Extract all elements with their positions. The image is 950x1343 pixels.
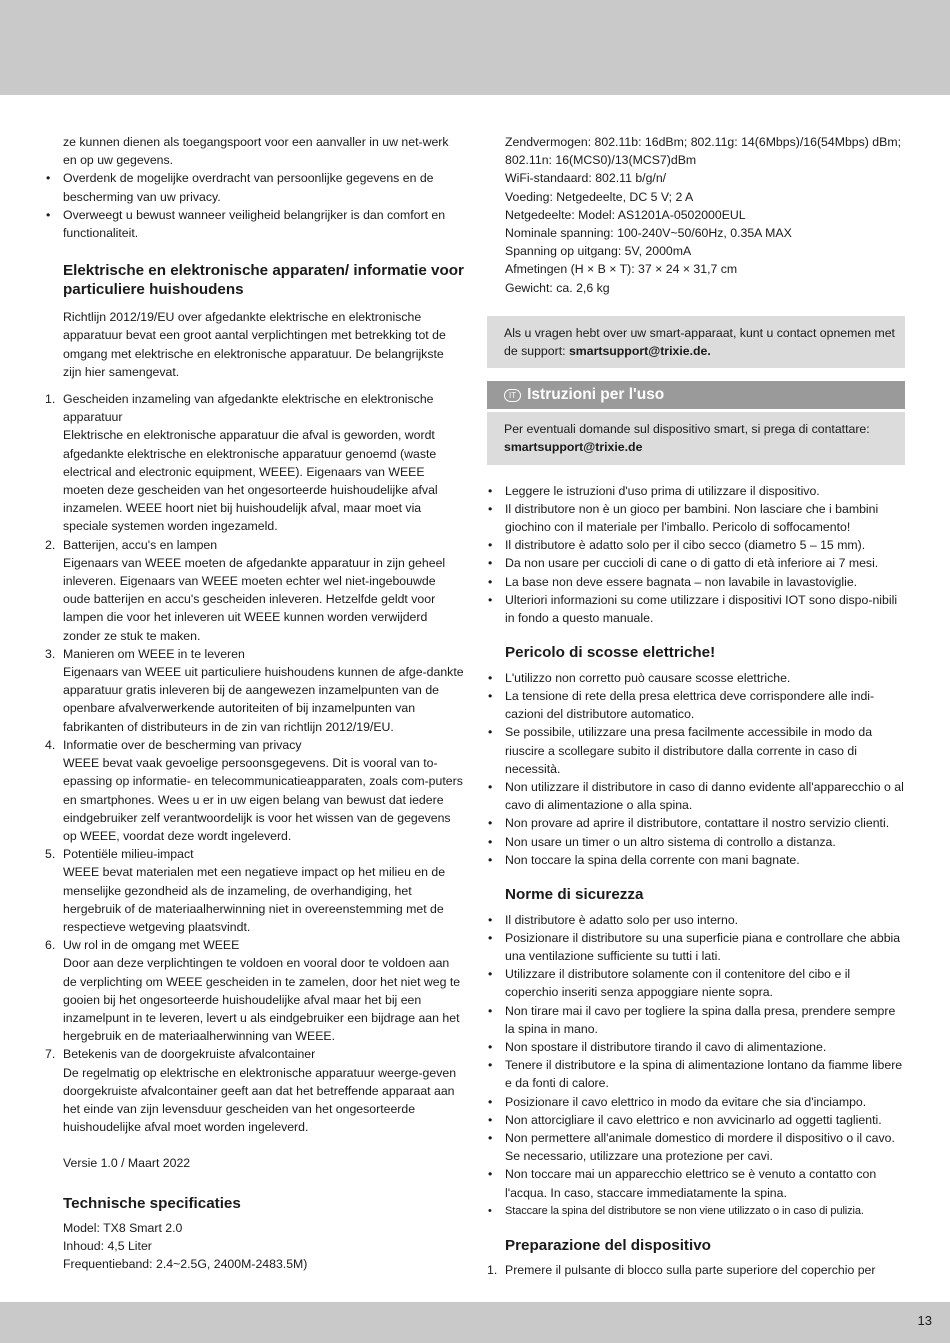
list-item: • Se possibile, utilizzare una presa facilmente accessibile in modo da riuscire a scollegare subito il distributore dalla corrente in caso di necessità.: [487, 723, 905, 778]
spec-line: Nominale spanning: 100-240V~50/60Hz, 0.35A MAX: [505, 226, 792, 241]
weee-intro: Richtlijn 2012/19/EU over afgedankte elektrische en elektronische apparatuur bevat een groot aantal verplichtingen met betrekking tot de omgang met elektrische en elektronische apparatuur. De belangrijkste zijn hier samengevat.: [63, 310, 446, 379]
item-title: Informatie over de bescherming van privacy: [63, 737, 302, 752]
list-item: [45, 736, 465, 845]
language-badge: IT: [504, 389, 521, 402]
prep-list: [487, 1261, 905, 1279]
item-number: 1.: [45, 392, 56, 407]
list-item: • Staccare la spina del distributore se non viene utilizzato o in caso di pulizia.: [487, 1202, 905, 1220]
list-item: • La base non deve essere bagnata – non lavabile in lavastoviglie.: [487, 573, 905, 591]
support-box-nl: [487, 316, 905, 368]
list-item: • Non attorcigliare il cavo elettrico e non avvicinarlo ad oggetti taglienti.: [487, 1111, 905, 1129]
list-item: [45, 536, 465, 645]
list-item: • Non permettere all'animale domestico di mordere il dispositivo o il cavo. Se necessario, utilizzare una protezione per cavi.: [487, 1129, 905, 1165]
list-item: [45, 390, 465, 536]
list-item: • Tenere il distributore e la spina di alimentazione lontano da fiamme libere e da fonti di calore.: [487, 1056, 905, 1092]
spec-line: Frequentieband: 2.4~2.5G, 2400M-2483.5M): [63, 1257, 308, 1272]
tech-specs-right: [487, 133, 905, 297]
item-title: Batterijen, accu's en lampen: [63, 537, 218, 552]
list-item: • Leggere le istruzioni d'uso prima di utilizzare il dispositivo.: [487, 482, 905, 500]
it-general-bullets: [487, 482, 905, 628]
item-title: Manieren om WEEE in te leveren: [63, 646, 245, 661]
privacy-bullets: [45, 169, 465, 242]
spec-line: Model: TX8 Smart 2.0: [63, 1221, 183, 1236]
support-box-it: [487, 412, 905, 464]
item-title: Potentiële milieu-impact: [63, 847, 194, 862]
list-item: • Il distributore non è un gioco per bambini. Non lasciare che i bambini giochino con il materiale per l'imballo. Pericolo di soffocamento!: [487, 500, 905, 536]
item-title: Uw rol in de omgang met WEEE: [63, 938, 240, 953]
spec-line: Netgedeelte: Model: AS1201A-0502000EUL: [505, 207, 746, 222]
list-item: • Non tirare mai il cavo per togliere la spina dalla presa, prendere sempre la spina in mano.: [487, 1002, 905, 1038]
spec-line: Gewicht: ca. 2,6 kg: [505, 280, 610, 295]
list-item: • Da non usare per cuccioli di cane o di gatto di età inferiore ai 7 mesi.: [487, 554, 905, 572]
language-section-bar: [487, 381, 905, 409]
tech-specs-left: [45, 1219, 465, 1274]
shock-bullets: [487, 669, 905, 869]
list-item: • Overweegt u bewust wanneer veiligheid belangrijker is dan comfort en functionaliteit.: [45, 206, 465, 242]
item-text: Premere il pulsante di blocco sulla parte superiore del coperchio per: [505, 1263, 876, 1278]
item-number: 2.: [45, 537, 56, 552]
weee-heading: Elektrische en elektronische apparaten/ informatie voor particuliere huishoudens: [63, 262, 464, 298]
safety-heading: Norme di sicurezza: [505, 886, 644, 903]
item-body: Elektrische en elektronische apparatuur die afval is geworden, wordt afgedankte elektrische en elektronische apparatuur genoemd (waste electrical and electronic equipment, WEEE). Eigenaars van WEEE moeten deze gescheiden van het ongesorteerde huishoudelijke afval inzamelen. WEEE hoort niet bij huishoudelijk afval, maar moet via speciale systemen worden ingezameld.: [63, 428, 438, 534]
list-item: • Posizionare il cavo elettrico in modo da evitare che sia d'inciampo.: [487, 1093, 905, 1111]
item-number: 5.: [45, 847, 56, 862]
left-column: [45, 133, 465, 1274]
weee-list: [45, 390, 465, 1136]
item-number: 7.: [45, 1047, 56, 1062]
list-item: • Il distributore è adatto solo per il cibo secco (diametro 5 – 15 mm).: [487, 536, 905, 554]
item-title: Gescheiden inzameling van afgedankte elektrische en elektronische apparatuur: [63, 392, 434, 425]
list-item: • Ulteriori informazioni su come utilizzare i dispositivi IOT sono dispo-nibili in fondo a questo manuale.: [487, 591, 905, 627]
spec-line: Spanning op uitgang: 5V, 2000mA: [505, 244, 692, 259]
safety-bullets: [487, 911, 905, 1220]
list-item: • Il distributore è adatto solo per uso interno.: [487, 911, 905, 929]
list-item: • Posizionare il distributore su una superficie piana e controllare che abbia una ventilazione sufficiente su tutti i lati.: [487, 929, 905, 965]
list-item: • Non spostare il distributore tirando il cavo di alimentazione.: [487, 1038, 905, 1056]
list-item: • Utilizzare il distributore solamente con il contenitore del cibo e il coperchio inseriti senza appoggiare niente sopra.: [487, 965, 905, 1001]
page-number: 13: [917, 1313, 932, 1328]
spec-line: Afmetingen (H × B × T): 37 × 24 × 31,7 cm: [505, 262, 738, 277]
list-item: • La tensione di rete della presa elettrica deve corrispondere alle indi-cazioni del distributore automatico.: [487, 687, 905, 723]
support-email[interactable]: smartsupport@trixie.de: [504, 440, 643, 455]
list-item: [45, 845, 465, 936]
item-title: Betekenis van de doorgekruiste afvalcontainer: [63, 1047, 316, 1062]
shock-heading: Pericolo di scosse elettriche!: [505, 644, 716, 662]
list-item: • Non toccare mai un apparecchio elettrico se è venuto a contatto con l'acqua. In caso, staccare immediatamente la spina.: [487, 1165, 905, 1201]
version-text: Versie 1.0 / Maart 2022: [63, 1156, 191, 1171]
spec-line: Voeding: Netgedeelte, DC 5 V; 2 A: [505, 189, 694, 204]
list-item: • L'utilizzo non corretto può causare scosse elettriche.: [487, 669, 905, 687]
header-band: [0, 0, 950, 95]
spec-line: Inhoud: 4,5 Liter: [63, 1239, 152, 1254]
list-item: • Overdenk de mogelijke overdracht van persoonlijke gegevens en de bescherming van uw privacy.: [45, 169, 465, 205]
continued-bullet: [45, 133, 465, 169]
list-item: • Non utilizzare il distributore in caso di danno evidente all'apparecchio o al cavo di alimentazione o alla spina.: [487, 778, 905, 814]
item-body: WEEE bevat vaak gevoelige persoonsgegevens. Dit is vooral van to-epassing op informatie- en telecommunicatieapparaten, zoals com-puters en smartphones. Wees u er in uw eigen belang van bewust dat iedere eindgebruiker zelf verantwoordelijk is voor het wissen van de gegevens op WEEE, voordat deze wordt ingeleverd.: [63, 756, 463, 843]
list-item: [45, 936, 465, 1045]
right-column: [487, 133, 905, 1280]
item-number: 1.: [487, 1263, 498, 1278]
language-section-title: Istruzioni per l'uso: [527, 386, 665, 404]
item-body: WEEE bevat materialen met een negatieve impact op het milieu en de menselijke gezondheid als de inzameling, de overhandiging, het hergebruik of de materiaalherwinning niet in overeenstemming met de respectieve wetgeving plaatsvindt.: [63, 865, 446, 934]
support-text: Per eventuali domande sul dispositivo smart, si prega di contattare:: [504, 422, 870, 437]
item-number: 4.: [45, 737, 56, 752]
tech-specs-heading: Technische specificaties: [63, 1194, 241, 1212]
spec-line: WiFi-standaard: 802.11 b/g/n/: [505, 171, 667, 186]
footer-band: [0, 1302, 950, 1343]
item-number: 3.: [45, 646, 56, 661]
list-item: • Non usare un timer o un altro sistema di controllo a distanza.: [487, 833, 905, 851]
list-item: • Non toccare la spina della corrente con mani bagnate.: [487, 851, 905, 869]
list-item: • Non provare ad aprire il distributore, contattare il nostro servizio clienti.: [487, 814, 905, 832]
list-item: [487, 1261, 905, 1279]
list-item: [45, 645, 465, 736]
list-item: ze kunnen dienen als toegangspoort voor een aanvaller in uw net-werk en op uw gegevens.: [63, 135, 449, 168]
support-email[interactable]: smartsupport@trixie.de.: [568, 344, 711, 359]
support-text: Als u vragen hebt over uw smart-apparaat, kunt u contact opnemen met de support:: [504, 325, 895, 359]
item-body: Eigenaars van WEEE uit particuliere huishoudens kunnen de afge-dankte apparatuur gratis inleveren bij de aangewezen inzamelpunten van de openbare afvalverwerkende autoriteiten of bij inzamelpunten van fabrikanten of distributeurs in de zin van richtlijn 2012/19/EU.: [63, 665, 464, 734]
item-body: Eigenaars van WEEE moeten de afgedankte apparatuur in zijn geheel inleveren. Eigenaars van WEEE moeten echter wel niet-ingebouwde oude batterijen en accu's gescheiden inleveren. Hetzelfde geldt voor lampen die voor het inleveren uit WEEE kunnen worden verwijderd zonder ze stuk te maken.: [63, 555, 446, 643]
list-item: [45, 1045, 465, 1136]
prep-heading: Preparazione del dispositivo: [505, 1236, 711, 1254]
item-body: Door aan deze verplichtingen te voldoen en vooral door te voldoen aan de verplichting om WEEE gescheiden in te zamelen, door het niet weg te gooien bij het ongesorteerde huishoudelijke afval maar het bij een inzamelpunt in te leveren, levert u als eindgebruiker een bijdrage aan het hergebruik en de materiaalherwinning van WEEE.: [63, 956, 461, 1044]
item-body: De regelmatig op elektrische en elektronische apparatuur weerge-geven doorgekruiste afvalcontainer geeft aan dat het betreffende apparaat aan het einde van zijn levensduur gescheiden van het ongesorteerde huishoudelijke afval moet worden ingeleverd.: [63, 1065, 457, 1135]
item-number: 6.: [45, 938, 56, 953]
spec-line: Zendvermogen: 802.11b: 16dBm; 802.11g: 14(6Mbps)/16(54Mbps) dBm; 802.11n: 16(MCS0)/13(MCS7)dBm: [505, 135, 902, 168]
